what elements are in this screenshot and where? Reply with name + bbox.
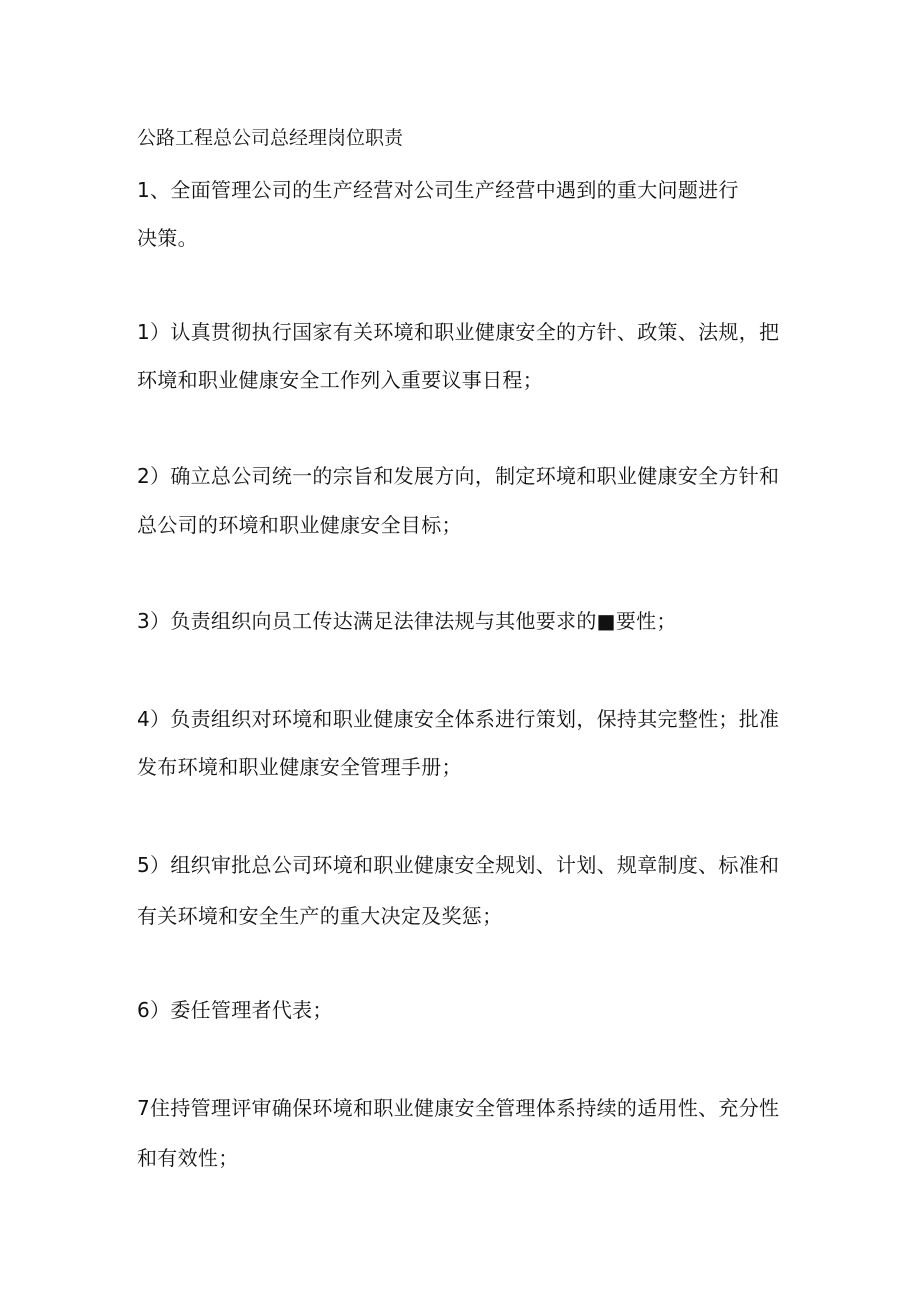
paragraph-line: 3）负责组织向员工传达满足法律法规与其他要求的■要性； xyxy=(137,609,677,633)
paragraph-line: 7住持管理评审确保环境和职业健康安全管理体系持续的适用性、充分性 xyxy=(137,1096,780,1120)
paragraph-line: 和有效性； xyxy=(137,1146,239,1170)
paragraph-line: 有关环境和安全生产的重大决定及奖惩； xyxy=(137,904,503,928)
paragraph-line: 总公司的环境和职业健康安全目标； xyxy=(137,513,462,537)
paragraph-line: 4）负责组织对环境和职业健康安全体系进行策划，保持其完整性；批准 xyxy=(137,707,780,731)
paragraph-line: 6）委任管理者代表； xyxy=(137,998,333,1022)
paragraph-line: 2）确立总公司统一的宗旨和发展方向，制定环境和职业健康安全方针和 xyxy=(137,464,780,488)
paragraph-line: 1）认真贯彻执行国家有关环境和职业健康安全的方针、政策、法规，把 xyxy=(137,320,780,344)
paragraph-line: 1、全面管理公司的生产经营对公司生产经营中遇到的重大问题进行 xyxy=(137,178,739,202)
paragraph-line: 发布环境和职业健康安全管理手册； xyxy=(137,755,462,779)
paragraph-line: 环境和职业健康安全工作列入重要议事日程； xyxy=(137,368,543,392)
paragraph-line: 5）组织审批总公司环境和职业健康安全规划、计划、规章制度、标准和 xyxy=(137,853,780,877)
paragraph-line: 决策。 xyxy=(137,226,198,250)
document-title: 公路工程总公司总经理岗位职责 xyxy=(137,127,404,149)
